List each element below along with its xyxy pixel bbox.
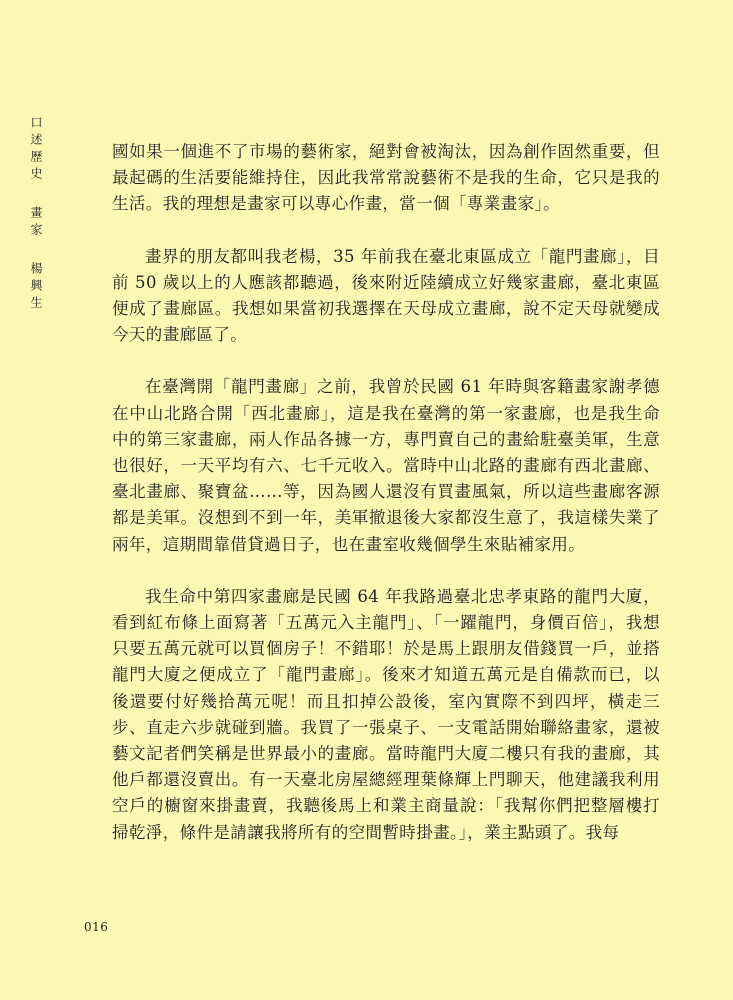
paragraph-continued: 國如果一個進不了市場的藝術家，絕對會被淘汰，因為創作固然重要，但最起碼的生活要能維持住，因此我常常說藝術不是我的生命，它只是我的生活。我的理想是畫家可以專心作畫，當一個「專業畫家」。 xyxy=(112,142,660,214)
paragraph: 畫界的朋友都叫我老楊，35 年前我在臺北東區成立「龍門畫廊」，目前 50 歲以上的人應該都聽過，後來附近陸續成立好幾家畫廊，臺北東區便成了畫廊區。我想如果當初我選擇在天母成立畫廊，說不定天母就變成今天的畫廊區了。 xyxy=(112,246,660,345)
page-number: 016 xyxy=(84,920,109,934)
paragraph: 我生命中第四家畫廊是民國 64 年我路過臺北忠孝東路的龍門大廈，看到紅布條上面寫著「五萬元入主龍門」、「一躍龍門，身價百倍」，我想只要五萬元就可以買個房子！不錯耶！於是馬上跟朋友借錢買一戶，並搭龍門大廈之便成立了「龍門畫廊」。後來才知道五萬元是自備款而已，以後還要付好幾拾萬元呢！而且扣掉公設後，室內實際不到四坪，橫走三步、直走六步就碰到牆。我買了一張桌子、一支電話開始聯絡畫家，還被藝文記者們笑稱是世界最小的畫廊。當時龍門大廈二樓只有我的畫廊，其他戶都還沒賣出。有一天臺北房屋總經理葉條輝上門聊天，他建議我利用空戶的櫥窗來掛畫賣，我聽後馬上和業主商量說：「我幫你們把整層樓打掃乾淨，條件是請讓我將所有的空間暫時掛畫。」，業主點頭了。我每 xyxy=(112,586,660,842)
header-series: 口述歷史 xyxy=(29,116,43,184)
header-person: 楊興生 xyxy=(29,262,43,313)
page-body xyxy=(112,139,660,846)
running-header xyxy=(26,116,46,313)
header-category: 畫家 xyxy=(29,206,43,240)
paragraph: 在臺灣開「龍門畫廊」之前，我曾於民國 61 年時與客籍畫家謝孝德在中山北路合開「西北畫廊」，這是我在臺灣的第一家畫廊，也是我生命中的第三家畫廊，兩人作品各據一方，專門賣自己的畫給駐臺美軍，生意也很好，一天平均有六、七千元收入。當時中山北路的畫廊有西北畫廊、臺北畫廊、聚寶盆……等，因為國人還沒有買畫風氣，所以這些畫廊客源都是美軍。沒想到不到一年，美軍撤退後大家都沒生意了，我這樣失業了兩年，這期間靠借貸過日子，也在畫室收幾個學生來貼補家用。 xyxy=(112,377,660,554)
